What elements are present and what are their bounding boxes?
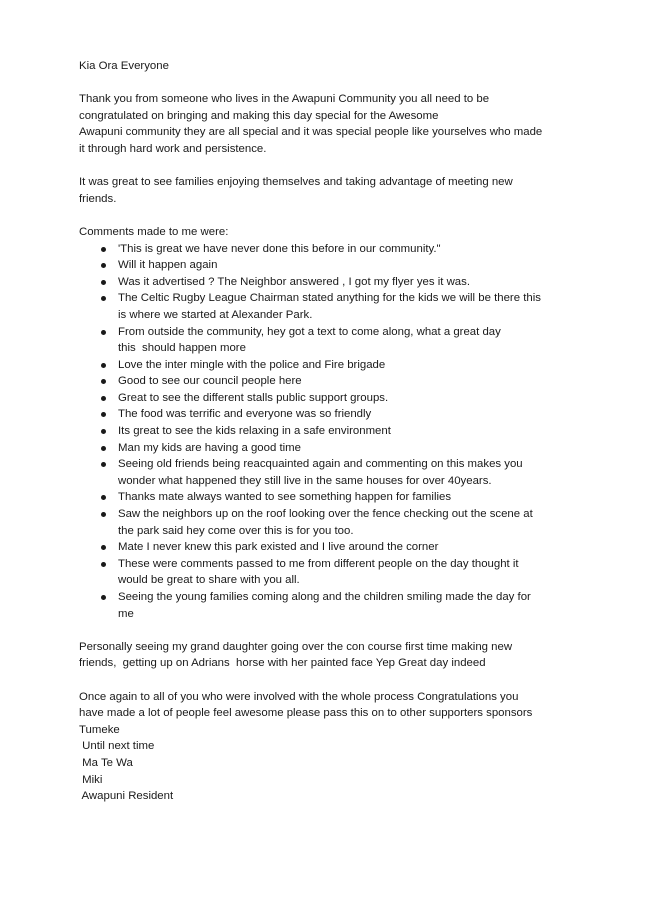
bullet-icon [101, 512, 106, 517]
bullet-icon [101, 330, 106, 335]
paragraph-line: Personally seeing my grand daughter going over the con course first time making new [79, 640, 513, 653]
greeting: Kia Ora Everyone [79, 60, 169, 72]
paragraph-line: Awapuni community they are all special and it was special people like yourselves who made [79, 126, 543, 139]
bullet-icon [101, 379, 106, 384]
list-item: These were comments passed to me from different people on the day thought it would be great to share with you all. [79, 556, 579, 589]
paragraph-line: congratulated on bringing and making this day special for the Awesome [79, 109, 439, 122]
comments-intro: Comments made to me were: [79, 225, 229, 238]
bullet-icon [101, 562, 106, 567]
paragraph-line: It was great to see families enjoying themselves and taking advantage of meeting new [79, 176, 513, 189]
signoff-line: Ma Te Wa [79, 756, 133, 769]
signoff-line: Miki [79, 773, 103, 786]
paragraph-line: friends, getting up on Adrians horse with her painted face Yep Great day indeed [79, 657, 486, 670]
list-item: Seeing the young families coming along and the children smiling made the day for me [79, 589, 579, 622]
bullet-icon [101, 429, 106, 434]
bullet-icon [101, 412, 106, 417]
list-item: The food was terrific and everyone was so friendly [79, 406, 579, 423]
signoff [79, 738, 579, 804]
comments-list [79, 241, 579, 623]
list-item: The Celtic Rugby League Chairman stated anything for the kids we will be there this is where we started at Alexander Park. [79, 290, 579, 323]
list-item: Man my kids are having a good time [79, 440, 579, 457]
bullet-icon [101, 495, 106, 500]
paragraph-line: friends. [79, 192, 117, 205]
bullet-icon [101, 263, 106, 268]
list-item: 'This is great we have never done this before in our community." [79, 241, 579, 258]
list-item: Mate I never knew this park existed and I live around the corner [79, 539, 579, 556]
paragraph-line: it through hard work and persistence. [79, 142, 267, 155]
bullet-icon [101, 595, 106, 600]
signoff-line: Until next time [79, 740, 155, 753]
letter-page [79, 58, 579, 805]
paragraph-line: Thank you from someone who lives in the Awapuni Community you all need to be [79, 93, 490, 106]
list-item: Will it happen again [79, 257, 579, 274]
list-item: Great to see the different stalls public support groups. [79, 390, 579, 407]
list-item: From outside the community, hey got a text to come along, what a great day this should happen more [79, 324, 579, 357]
bullet-icon [101, 280, 106, 285]
list-item: Was it advertised ? The Neighbor answered , I got my flyer yes it was. [79, 274, 579, 291]
list-item: Good to see our council people here [79, 373, 579, 390]
paragraph-families [79, 174, 579, 207]
signoff-line: Awapuni Resident [79, 790, 174, 803]
list-item: Saw the neighbors up on the roof looking over the fence checking out the scene at the park said hey come over this is for you too. [79, 506, 579, 539]
paragraph-congratulations [79, 689, 579, 739]
bullet-icon [101, 363, 106, 368]
bullet-icon [101, 296, 106, 301]
bullet-icon [101, 462, 106, 467]
bullet-icon [101, 545, 106, 550]
paragraph-granddaughter [79, 639, 579, 672]
bullet-icon [101, 396, 106, 401]
bullet-icon [101, 446, 106, 451]
paragraph-line: Once again to all of you who were involved with the whole process Congratulations you [79, 690, 519, 703]
list-item: Thanks mate always wanted to see something happen for families [79, 489, 579, 506]
list-item: Its great to see the kids relaxing in a safe environment [79, 423, 579, 440]
paragraph-line: Tumeke [79, 723, 120, 736]
bullet-icon [101, 247, 106, 252]
paragraph-thanks [79, 91, 579, 157]
paragraph-line: have made a lot of people feel awesome please pass this on to other supporters sponsors [79, 707, 533, 720]
list-item: Seeing old friends being reacquainted again and commenting on this makes you wonder what happened they still live in the same houses for over 40years. [79, 456, 579, 489]
list-item: Love the inter mingle with the police and Fire brigade [79, 357, 579, 374]
